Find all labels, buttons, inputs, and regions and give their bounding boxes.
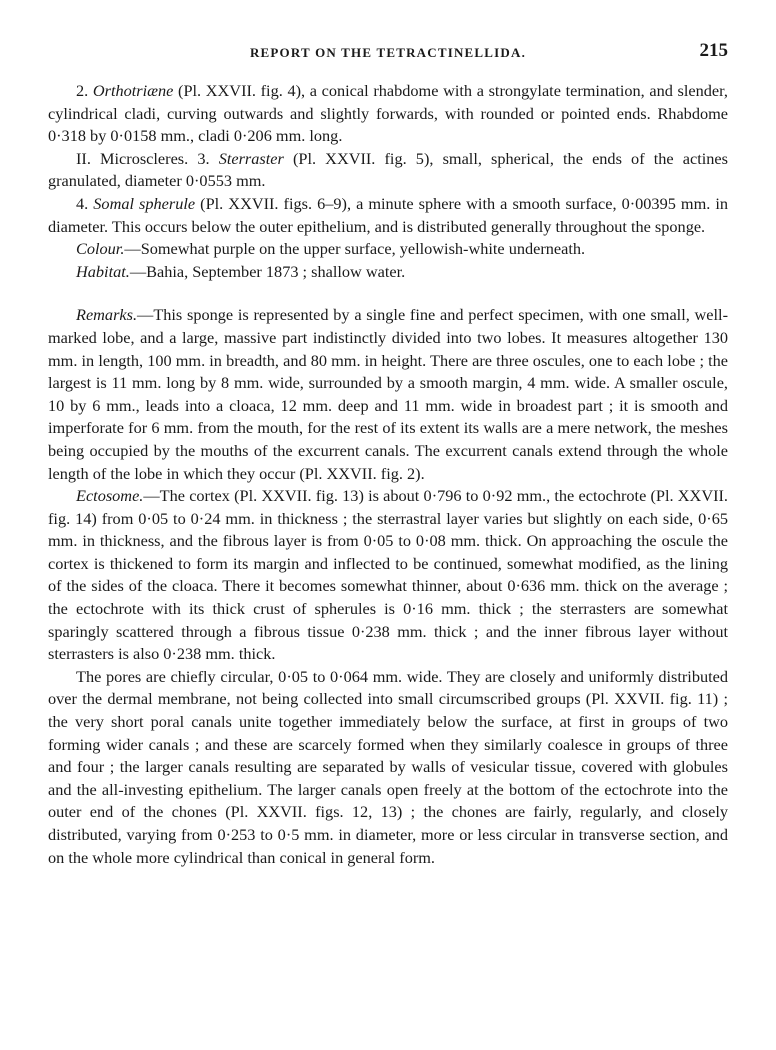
label-ectosome: Ectosome. <box>76 486 144 506</box>
paragraph-text: The pores are chiefly circular, 0·05 to 0·064 mm. wide. They are closely and uniformly distributed over the dermal membrane, not being collected into small circumscribed groups (Pl. XXVII. fig. 11) ; the very short poral canals unite together immediately below the surface, at first in groups of two forming wider canals ; and these are scarcely formed when they similarly coalesce in groups of three and four ; the larger canals resulting are separated by walls of vesicular tissue, covered with globules and the all-investing epithelium. The larger canals open freely at the bottom of the ectochrote into the outer end of the chones (Pl. XXVII. figs. 12, 13) ; the chones are fairly, regularly, and closely distributed, varying from 0·253 to 0·5 mm. in diameter, more or less circular in transverse section, and on the whole more cylindrical than conical in general form. <box>48 666 728 867</box>
term-sterraster: Sterraster <box>218 148 284 168</box>
paragraph-text: (Pl. XXVII. fig. 4), a conical rhabdome with a strongylate termination, and slender, cylindrical cladi, curving outwards and slightly forwards, with rounded or pointed ends. Rhabdome 0·318 by 0·0158 mm., cladi 0·206 mm. long. <box>48 81 728 146</box>
body-text <box>48 80 728 869</box>
paragraph-text: (Pl. XXVII. fig. 5), small, spherical, the ends of the actines granulated, diameter 0·0553 mm. <box>48 148 728 191</box>
paragraph-text: —This sponge is represented by a single fine and perfect specimen, with one small, well-marked lobe, and a large, massive part indistinctly divided into two lobes. It measures altogether 130 mm. in length, 100 mm. in breadth, and 80 mm. in height. There are three oscules, one to each lobe ; the largest is 11 mm. long by 8 mm. wide, surrounded by a smooth margin, 4 mm. wide. A smaller oscule, 10 by 6 mm., leads into a cloaca, 12 mm. deep and 11 mm. wide in broadest part ; it is smooth and imperforate for 6 mm. from the mouth, for the rest of its extent its walls are a mere network, the meshes being occupied by the mouths of the excurrent canals. The excurrent canals extend through the whole length of the lobe in which they occur (Pl. XXVII. fig. 2). <box>48 305 728 483</box>
item-number: 4. <box>76 193 94 213</box>
paragraph-sterraster <box>48 148 728 193</box>
paragraph-remarks <box>48 304 728 485</box>
term-orthotriaene: Orthotriæne <box>92 81 174 100</box>
item-number: 2. <box>76 81 93 100</box>
paragraph-text: (Pl. XXVII. figs. 6–9), a minute sphere with a smooth surface, 0·00395 mm. in diameter. This occurs below the outer epithelium, and is distributed generally throughout the sponge. <box>48 193 729 236</box>
paragraph-colour <box>48 238 728 261</box>
term-somal-spherule: Somal spherule <box>93 193 196 213</box>
label-remarks: Remarks. <box>76 305 138 325</box>
running-title: REPORT ON THE TETRACTINELLIDA. <box>249 45 527 60</box>
item-number: II. Microscleres. 3. <box>76 148 219 168</box>
paragraph-orthotriaene <box>48 80 728 148</box>
paragraph-text: —Somewhat purple on the upper surface, yellowish-white underneath. <box>124 239 586 259</box>
paragraph-habitat <box>48 261 728 284</box>
label-habitat: Habitat. <box>76 261 130 281</box>
paragraph-pores <box>48 666 728 869</box>
page-header <box>48 40 728 66</box>
paragraph-text: —The cortex (Pl. XXVII. fig. 13) is about 0·796 to 0·92 mm., the ectochrote (Pl. XXVII. fig. 14) from 0·05 to 0·24 mm. in thickness ; the sterrastral layer varies but slightly on each side, 0·65 mm. in thickness, and the fibrous layer is from 0·05 to 0·08 mm. thick. On approaching the oscule the cortex is thickened to form its margin and inflected to be continued, somewhat modified, as the lining of the sides of the cloaca. There it becomes somewhat thinner, about 0·636 mm. thick on the average ; the ectochrote with its thick crust of spherules is 0·16 mm. thick ; the sterrasters are somewhat sparingly scattered through a fibrous tissue 0·238 mm. thick ; and the inner fibrous layer without sterrasters is also 0·238 mm. thick. <box>48 486 728 664</box>
page-number: 215 <box>699 40 728 61</box>
page <box>48 40 728 869</box>
paragraph-somal-spherule <box>48 193 728 238</box>
paragraph-text: —Bahia, September 1873 ; shallow water. <box>129 261 406 281</box>
label-colour: Colour. <box>76 239 125 259</box>
paragraph-ectosome <box>48 485 728 666</box>
